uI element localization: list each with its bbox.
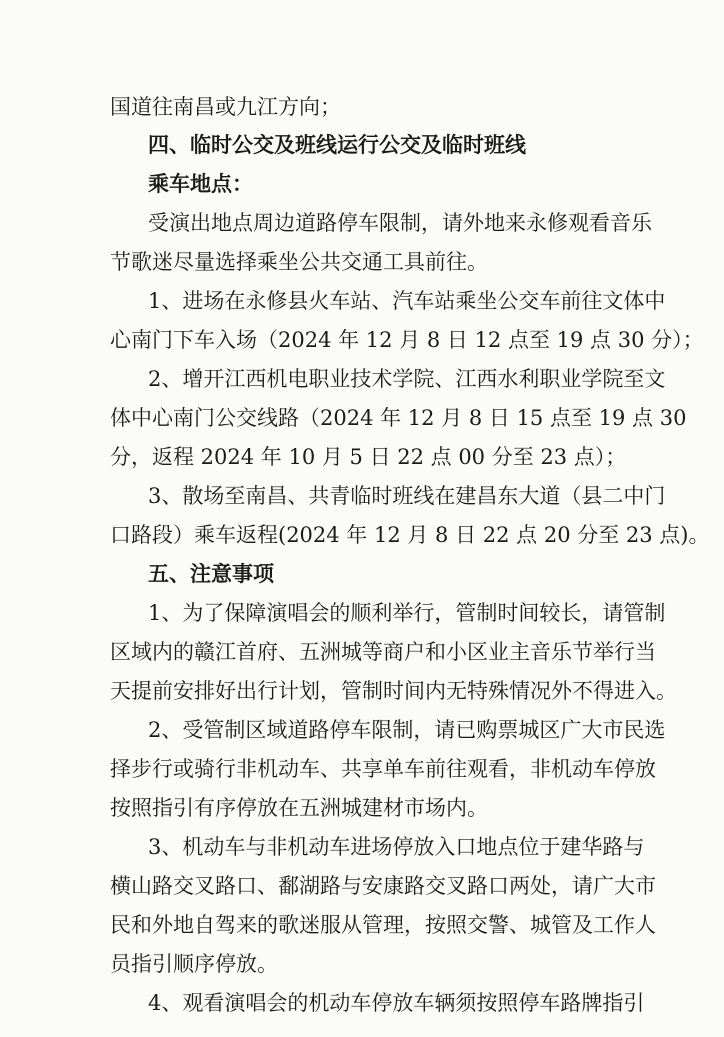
text-line-24: 4、观看演唱会的机动车停放车辆须按照停车路牌指引 [148, 991, 645, 1015]
text-line-14: 1、为了保障演唱会的顺利举行，管制时间较长，请管制 [148, 601, 666, 625]
subheading-boarding-location: 乘车地点： [148, 172, 253, 196]
text-line-20: 3、机动车与非机动车进场停放入口地点位于建华路与 [148, 835, 645, 859]
text-line-19: 按照指引有序停放在五洲城建材市场内。 [110, 796, 488, 820]
text-line-8: 2、增开江西机电职业技术学院、江西水利职业学院至文 [148, 367, 666, 391]
section-heading-4: 四、临时公交及班线运行公交及临时班线 [148, 133, 526, 157]
text-line-1: 国道往南昌或九江方向； [110, 95, 341, 119]
text-line-6: 1、进场在永修县火车站、汽车站乘坐公交车前往文体中 [148, 289, 666, 313]
text-line-15: 区域内的赣江首府、五洲城等商户和小区业主音乐节举行当 [110, 640, 656, 664]
text-line-9: 体中心南门公交线路（2024 年 12 月 8 日 15 点至 19 点 30 [110, 406, 687, 430]
text-line-16: 天提前安排好出行计划，管制时间内无特殊情况外不得进入。 [110, 679, 677, 703]
text-line-21: 横山路交叉路口、鄱湖路与安康路交叉路口两处，请广大市 [110, 874, 656, 898]
text-line-5: 节歌迷尽量选择乘坐公共交通工具前往。 [110, 250, 488, 274]
text-line-12: 口路段）乘车返程(2024 年 12 月 8 日 22 点 20 分至 23 点)。 [110, 523, 710, 547]
section-heading-5: 五、注意事项 [148, 562, 274, 586]
text-line-22: 民和外地自驾来的歌迷服从管理，按照交警、城管及工作人 [110, 913, 656, 937]
text-line-10: 分，返程 2024 年 10 月 5 日 22 点 00 分至 23 点）； [110, 445, 627, 469]
text-line-18: 择步行或骑行非机动车、共享单车前往观看，非机动车停放 [110, 757, 656, 781]
text-line-11: 3、散场至南昌、共青临时班线在建昌东大道（县二中门 [148, 484, 666, 508]
text-line-7: 心南门下车入场（2024 年 12 月 8 日 12 点至 19 点 30 分）； [110, 328, 704, 352]
text-line-4: 受演出地点周边道路停车限制，请外地来永修观看音乐 [148, 211, 652, 235]
text-line-23: 员指引顺序停放。 [110, 952, 278, 976]
text-line-17: 2、受管制区域道路停车限制，请已购票城区广大市民选 [148, 718, 666, 742]
